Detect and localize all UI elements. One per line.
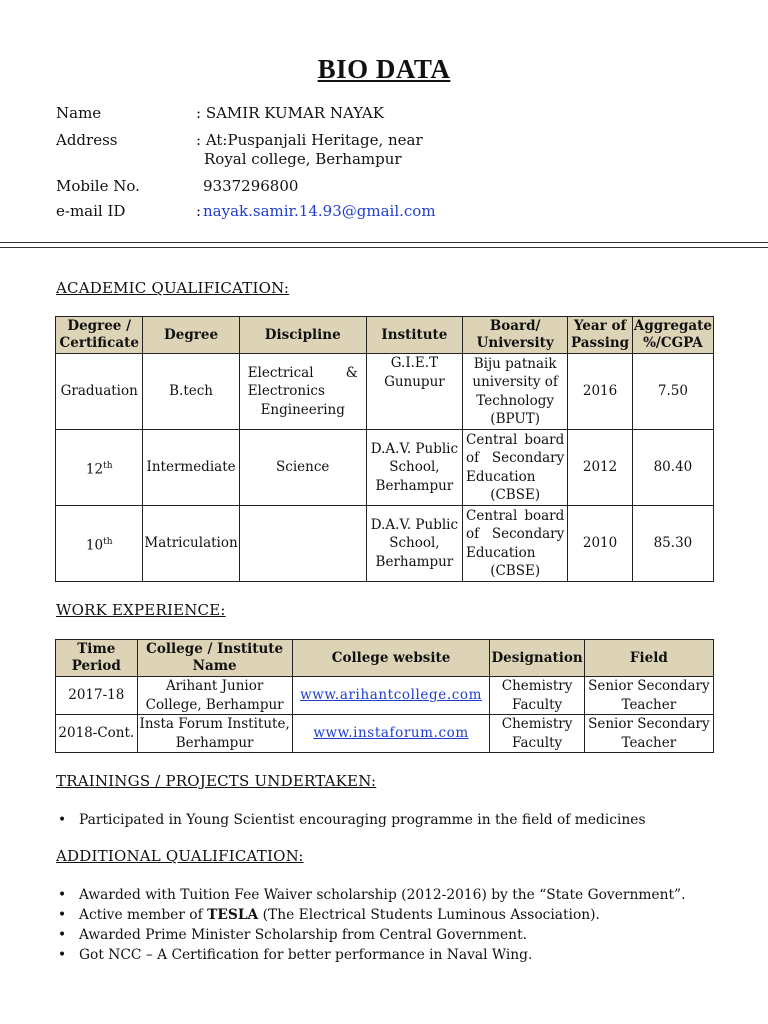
list-item: • Participated in Young Scientist encouraging programme in the field of medicines (56, 810, 646, 830)
additional-list (56, 885, 685, 965)
certificate-cell: Graduation (56, 354, 143, 430)
table-row (56, 506, 714, 582)
aggregate-cell: 80.40 (632, 430, 713, 506)
mobile-label: Mobile No. (56, 177, 140, 195)
certificate-cell: 12th (56, 430, 143, 506)
period-cell: 2017-18 (56, 677, 138, 715)
designation-cell: Chemistry Faculty (490, 677, 584, 715)
year-cell: 2010 (568, 506, 633, 582)
academic-header-board: Board/ University (463, 317, 568, 354)
period-cell: 2018-Cont. (56, 715, 138, 753)
work-header-period: Time Period (56, 640, 138, 677)
academic-header-certificate: Degree / Certificate (56, 317, 143, 354)
table-row (56, 354, 714, 430)
discipline-cell: Science (239, 430, 366, 506)
address-label: Address (56, 131, 118, 149)
aggregate-cell: 7.50 (632, 354, 713, 430)
list-item: • Awarded Prime Minister Scholarship from Central Government. (56, 925, 685, 945)
institute-cell: G.I.E.T Gunupur (366, 354, 462, 430)
work-header-field: Field (584, 640, 713, 677)
degree-cell: B.tech (143, 354, 239, 430)
year-cell: 2012 (568, 430, 633, 506)
trainings-list (56, 810, 646, 830)
work-header-website: College website (292, 640, 490, 677)
field-cell: Senior Secondary Teacher (584, 677, 713, 715)
page-title: BIO DATA (317, 54, 451, 84)
divider-line-top (0, 242, 768, 243)
board-cell: Central board of Secondary Education (CBSE) (463, 506, 568, 582)
address-line2: Royal college, Berhampur (204, 150, 402, 168)
email-label: e-mail ID (56, 202, 126, 220)
name-label: Name (56, 104, 102, 122)
certificate-cell: 10th (56, 506, 143, 582)
website-link[interactable]: www.arihantcollege.com (300, 687, 483, 704)
additional-heading: ADDITIONAL QUALIFICATION: (56, 847, 304, 865)
college-cell: Arihant Junior College, Berhampur (137, 677, 292, 715)
degree-cell: Matriculation (143, 506, 239, 582)
institute-cell: D.A.V. Public School, Berhampur (366, 430, 462, 506)
academic-heading: ACADEMIC QUALIFICATION: (56, 279, 290, 297)
aggregate-cell: 85.30 (632, 506, 713, 582)
degree-cell: Intermediate (143, 430, 239, 506)
board-cell: Biju patnaik university of Technology (BPUT) (463, 354, 568, 430)
work-heading: WORK EXPERIENCE: (56, 601, 226, 619)
email-colon: : (196, 202, 202, 220)
mobile-value: 9337296800 (203, 177, 299, 195)
divider-line-bottom (0, 247, 768, 248)
discipline-cell (239, 506, 366, 582)
academic-header-discipline: Discipline (239, 317, 366, 354)
academic-header-aggregate: Aggregate %/CGPA (632, 317, 713, 354)
institute-cell: D.A.V. Public School, Berhampur (366, 506, 462, 582)
address-line1: : At:Puspanjali Heritage, near (196, 131, 423, 149)
website-cell (292, 715, 490, 753)
discipline-cell: Electrical & Electronics Engineering (239, 354, 366, 430)
table-row (56, 715, 714, 753)
list-item: • Active member of TESLA (The Electrical Students Luminous Association). (56, 905, 685, 925)
academic-table (55, 316, 714, 582)
website-link[interactable]: www.instaforum.com (313, 725, 469, 742)
academic-header-degree: Degree (143, 317, 239, 354)
work-table (55, 639, 714, 753)
board-cell: Central board of Secondary Education (CBSE) (463, 430, 568, 506)
designation-cell: Chemistry Faculty (490, 715, 584, 753)
year-cell: 2016 (568, 354, 633, 430)
academic-header-year: Year of Passing (568, 317, 633, 354)
table-row (56, 430, 714, 506)
name-value: : SAMIR KUMAR NAYAK (196, 104, 384, 122)
email-link[interactable]: nayak.samir.14.93@gmail.com (203, 202, 436, 220)
field-cell: Senior Secondary Teacher (584, 715, 713, 753)
work-header-college: College / Institute Name (137, 640, 292, 677)
list-item: • Got NCC – A Certification for better performance in Naval Wing. (56, 945, 685, 965)
college-cell: Insta Forum Institute, Berhampur (137, 715, 292, 753)
trainings-heading: TRAININGS / PROJECTS UNDERTAKEN: (56, 772, 377, 790)
academic-header-institute: Institute (366, 317, 462, 354)
table-row (56, 677, 714, 715)
list-item: • Awarded with Tuition Fee Waiver scholarship (2012-2016) by the “State Government”. (56, 885, 685, 905)
website-cell (292, 677, 490, 715)
work-header-designation: Designation (490, 640, 584, 677)
